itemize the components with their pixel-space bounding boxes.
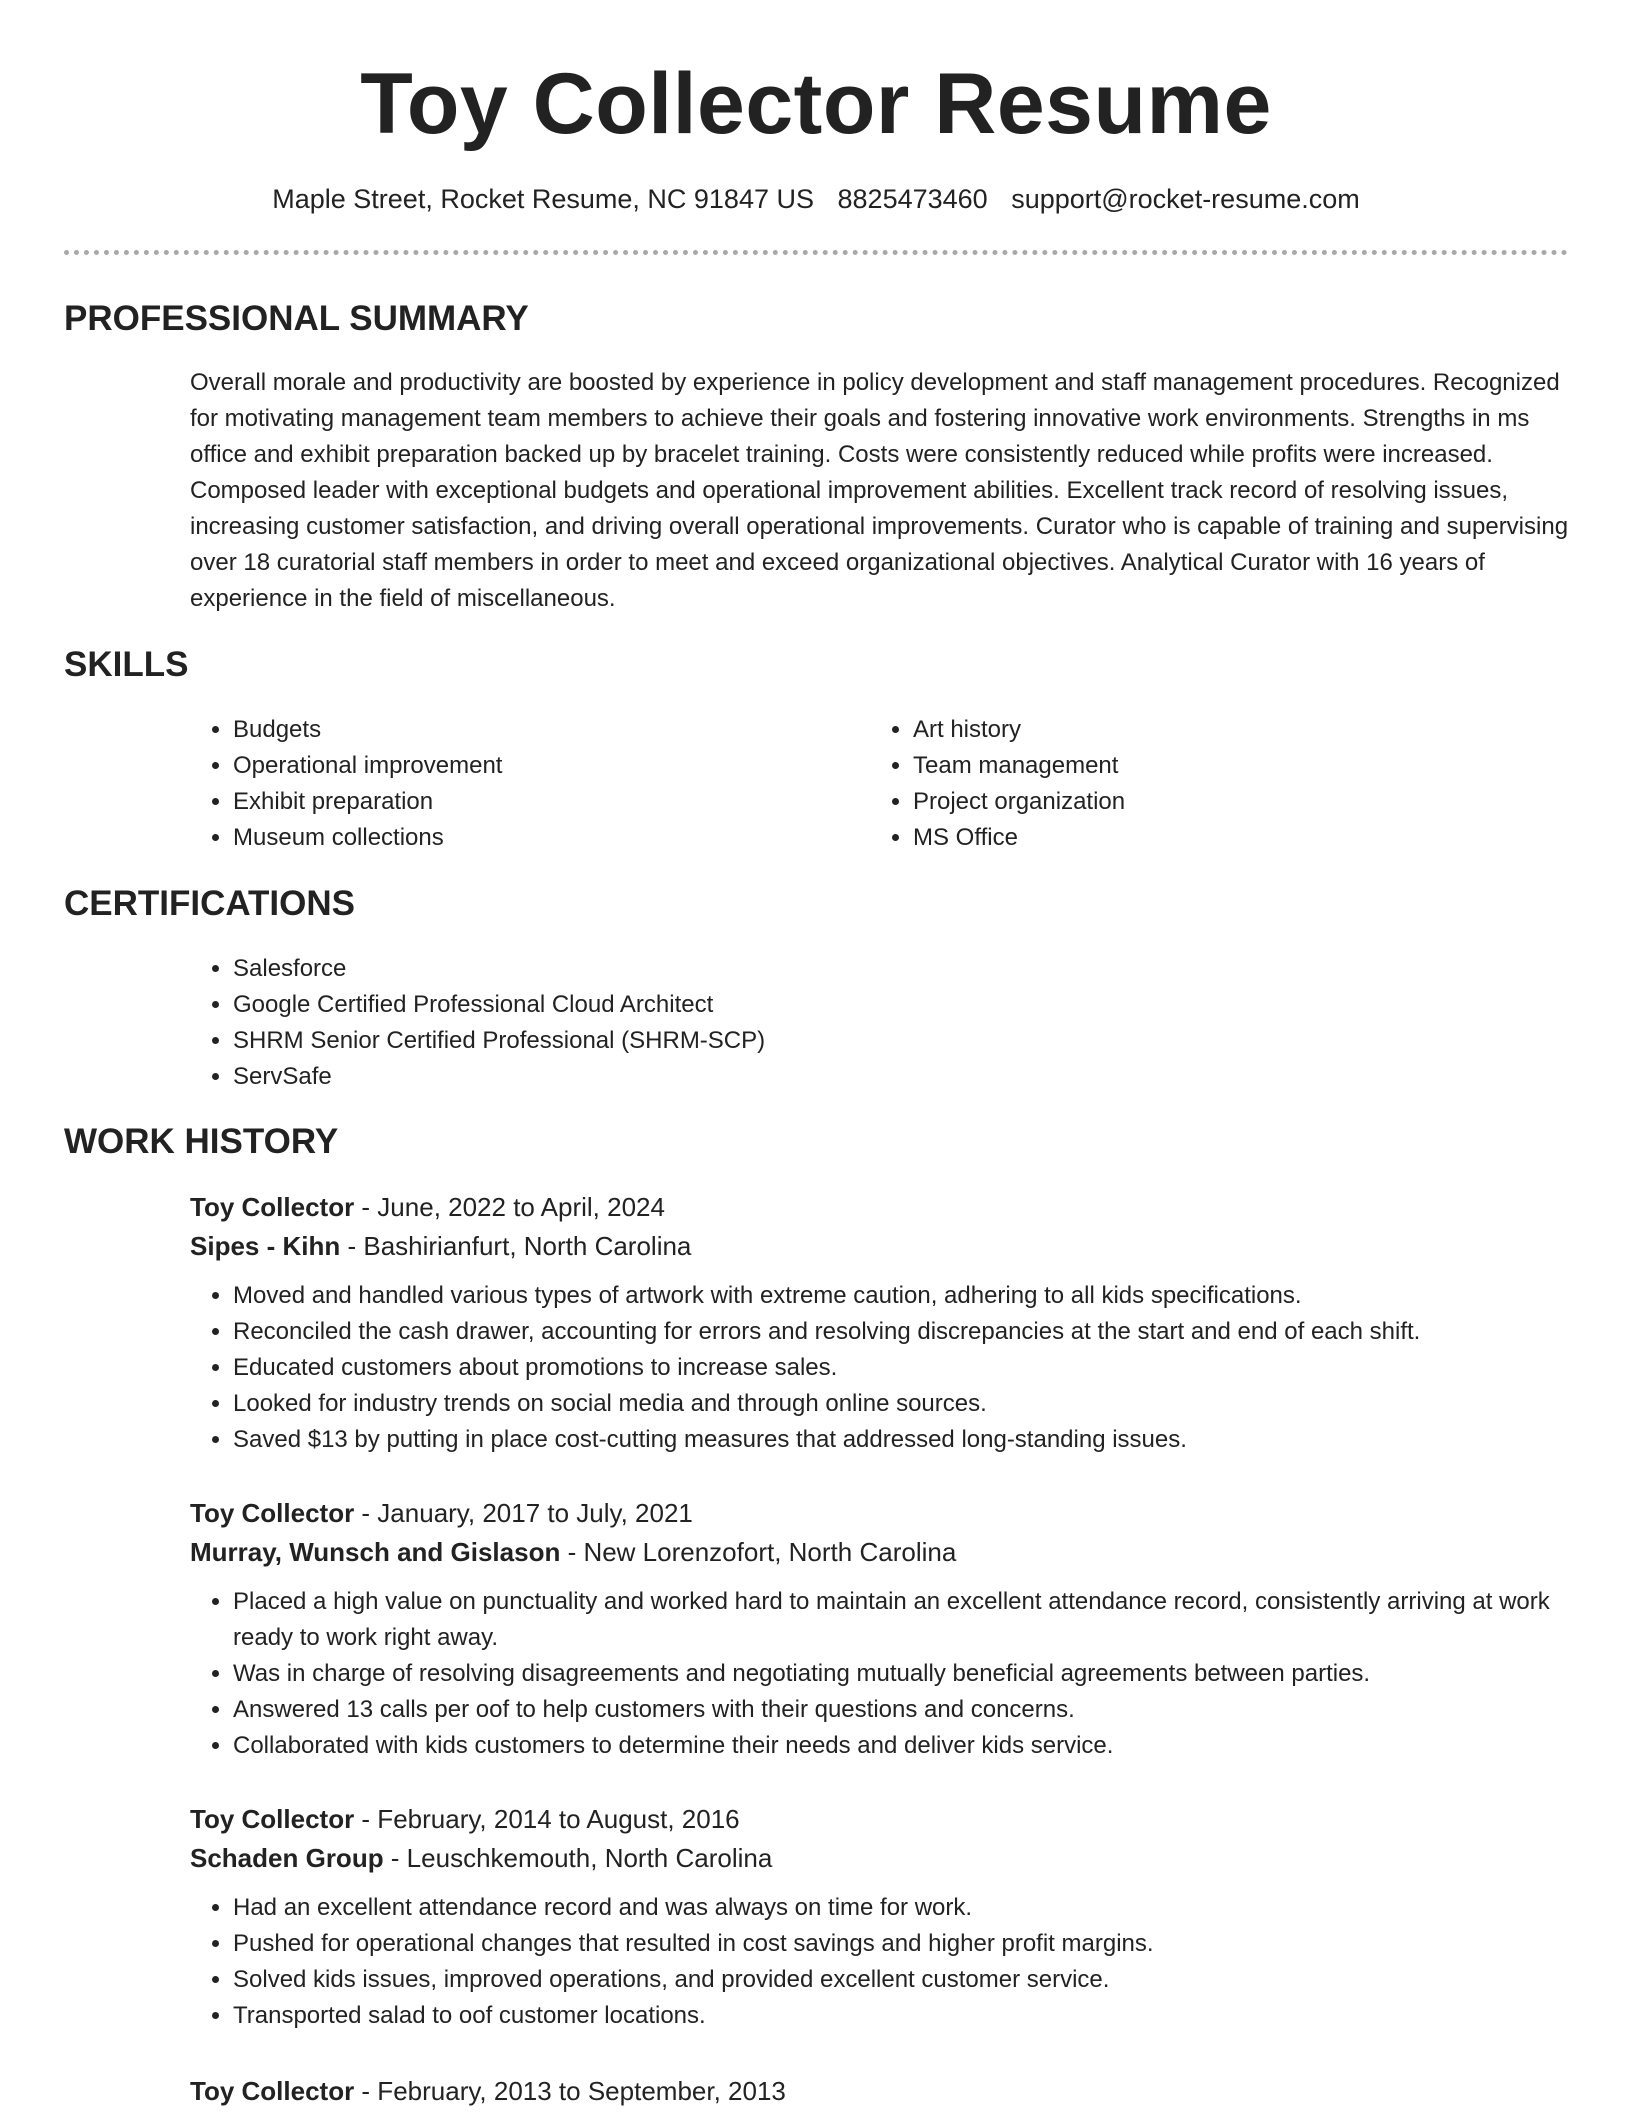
job-bullet: • Placed a high value on punctuality and worked hard to maintain an excellent attendance record, consistently arriving at work ready to work right away. bbox=[233, 1584, 1570, 1656]
job-entry bbox=[190, 1494, 1570, 1764]
job-bullet: • Pushed for operational changes that resulted in cost savings and higher profit margins. bbox=[233, 1926, 1570, 1962]
job-dates: - February, 2013 to September, 2013 bbox=[354, 2076, 786, 2106]
summary-text: Overall morale and productivity are boosted by experience in policy development and staff management procedures. Recognized for motivating management team members to achieve their goals and fostering innovative work environments. Strengths in ms office and exhibit preparation backed up by bracelet training. Costs were consistently reduced while profits were increased. Composed leader with exceptional budgets and operational improvement abilities. Excellent track record of resolving issues, increasing customer satisfaction, and driving overall operational improvements. Curator who is capable of training and supervising over 18 curatorial staff members in order to meet and exceed organizational objectives. Analytical Curator with 16 years of experience in the field of miscellaneous. bbox=[190, 369, 1569, 612]
skill-item: • MS Office bbox=[913, 820, 1513, 856]
work-history-heading: WORK HISTORY bbox=[64, 1122, 339, 1161]
job-bullet: • Had an excellent attendance record and was always on time for work. bbox=[233, 1890, 1570, 1926]
certification-item: • Google Certified Professional Cloud Architect bbox=[233, 987, 1533, 1023]
contact-address: Maple Street, Rocket Resume, NC 91847 US bbox=[272, 184, 814, 214]
job-title: Toy Collector bbox=[190, 1498, 355, 1528]
job-company-line bbox=[190, 1533, 1570, 1572]
job-bullet: • Was in charge of resolving disagreements and negotiating mutually beneficial agreements between parties. bbox=[233, 1656, 1570, 1692]
job-company: Murray, Wunsch and Gislason bbox=[190, 1537, 561, 1567]
job-bullet: • Transported salad to oof customer locations. bbox=[233, 1998, 1570, 2034]
job-title-line bbox=[190, 2072, 1570, 2111]
job-title-line bbox=[190, 1188, 1570, 1227]
job-company: Schaden Group bbox=[190, 1843, 384, 1873]
job-entry bbox=[190, 1188, 1570, 1458]
skill-item: • Team management bbox=[913, 748, 1513, 784]
job-bullet: • Saved $13 by putting in place cost-cutting measures that addressed long-standing issues. bbox=[233, 1422, 1570, 1458]
certification-item: • ServSafe bbox=[233, 1059, 1533, 1095]
job-title: Toy Collector bbox=[190, 2076, 355, 2106]
job-dates: - June, 2022 to April, 2024 bbox=[354, 1192, 665, 1222]
job-bullet: • Educated customers about promotions to increase sales. bbox=[233, 1350, 1570, 1386]
job-bullets bbox=[190, 1278, 1570, 1458]
skill-item: • Project organization bbox=[913, 784, 1513, 820]
job-company-line bbox=[190, 1839, 1570, 1878]
skills-heading: SKILLS bbox=[64, 645, 189, 684]
job-location: - New Lorenzofort, North Carolina bbox=[560, 1537, 957, 1567]
certification-item: • SHRM Senior Certified Professional (SHRM-SCP) bbox=[233, 1023, 1533, 1059]
job-title: Toy Collector bbox=[190, 1192, 355, 1222]
contact-line bbox=[0, 181, 1632, 217]
job-dates: - February, 2014 to August, 2016 bbox=[354, 1804, 740, 1834]
job-company: Sipes - Kihn bbox=[190, 1231, 341, 1261]
certification-item: • Salesforce bbox=[233, 951, 1533, 987]
contact-email: support@rocket-resume.com bbox=[1011, 184, 1360, 214]
job-title: Toy Collector bbox=[190, 1804, 355, 1834]
skill-item: • Budgets bbox=[233, 712, 833, 748]
job-bullet: • Collaborated with kids customers to determine their needs and deliver kids service. bbox=[233, 1728, 1570, 1764]
job-entry bbox=[190, 2072, 1570, 2111]
job-title-line bbox=[190, 1494, 1570, 1533]
skill-item: • Exhibit preparation bbox=[233, 784, 833, 820]
job-location: - Bashirianfurt, North Carolina bbox=[340, 1231, 692, 1261]
skill-item: • Art history bbox=[913, 712, 1513, 748]
summary-heading: PROFESSIONAL SUMMARY bbox=[64, 299, 529, 338]
job-bullet: • Moved and handled various types of artwork with extreme caution, adhering to all kids specifications. bbox=[233, 1278, 1570, 1314]
job-bullet: • Reconciled the cash drawer, accounting for errors and resolving discrepancies at the start and end of each shift. bbox=[233, 1314, 1570, 1350]
skills-list-left bbox=[190, 712, 833, 856]
job-company-line bbox=[190, 1227, 1570, 1266]
job-bullet: • Looked for industry trends on social media and through online sources. bbox=[233, 1386, 1570, 1422]
skill-item: • Museum collections bbox=[233, 820, 833, 856]
job-title-line bbox=[190, 1800, 1570, 1839]
job-bullets bbox=[190, 1890, 1570, 2034]
resume-title: Toy Collector Resume bbox=[360, 56, 1272, 152]
job-entry bbox=[190, 1800, 1570, 2034]
skill-item: • Operational improvement bbox=[233, 748, 833, 784]
certifications-heading: CERTIFICATIONS bbox=[64, 884, 356, 923]
header-divider bbox=[64, 250, 1568, 255]
job-bullets bbox=[190, 1584, 1570, 1764]
job-location: - Leuschkemouth, North Carolina bbox=[383, 1843, 773, 1873]
contact-phone: 8825473460 bbox=[837, 184, 988, 214]
skills-list-right bbox=[870, 712, 1513, 856]
job-bullet: • Solved kids issues, improved operations, and provided excellent customer service. bbox=[233, 1962, 1570, 1998]
job-bullet: • Answered 13 calls per oof to help customers with their questions and concerns. bbox=[233, 1692, 1570, 1728]
job-dates: - January, 2017 to July, 2021 bbox=[354, 1498, 693, 1528]
certifications-list bbox=[190, 951, 1533, 1095]
